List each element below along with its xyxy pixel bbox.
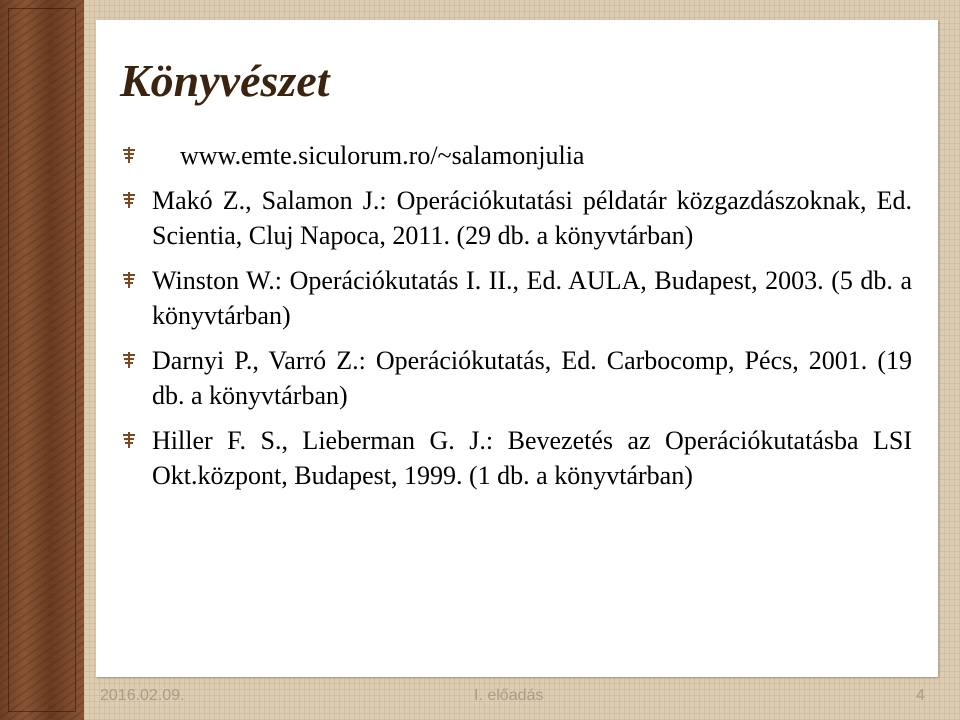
wood-sidebar [0,0,84,720]
bullet-item [122,423,912,493]
wheat-sprig-icon [122,431,136,449]
footer-title: I. előadás [474,687,544,704]
slide-title: Könyvészet [120,55,330,106]
footer-page-number: 4 [916,687,925,704]
bullet-item [122,183,912,253]
bullet-list [122,138,912,503]
bullet-text: Darnyi P., Varró Z.: Operációkutatás, Ed. Carbocomp, Pécs, 2001. (19 db. a könyvtárban) [152,346,912,410]
bullet-item [122,263,912,333]
bullet-text: www.emte.siculorum.ro/~salamonjulia [180,141,585,170]
bullet-text: Hiller F. S., Lieberman G. J.: Bevezetés az Operációkutatásba LSI Okt.központ, Budapest, 1999. (1 db. a könyvtárban) [152,426,912,490]
wheat-sprig-icon [122,351,136,369]
wood-sidebar-border [8,8,76,712]
wheat-sprig-icon [122,146,136,164]
wheat-sprig-icon [122,271,136,289]
wheat-sprig-icon [122,191,136,209]
bullet-text: Makó Z., Salamon J.: Operációkutatási példatár közgazdászoknak, Ed. Scientia, Cluj Napoca, 2011. (29 db. a könyvtárban) [152,186,912,250]
bullet-item [122,138,912,173]
bullet-item [122,343,912,413]
bullet-text: Winston W.: Operációkutatás I. II., Ed. AULA, Budapest, 2003. (5 db. a könyvtárban) [152,266,912,330]
footer-date: 2016.02.09. [100,687,185,704]
